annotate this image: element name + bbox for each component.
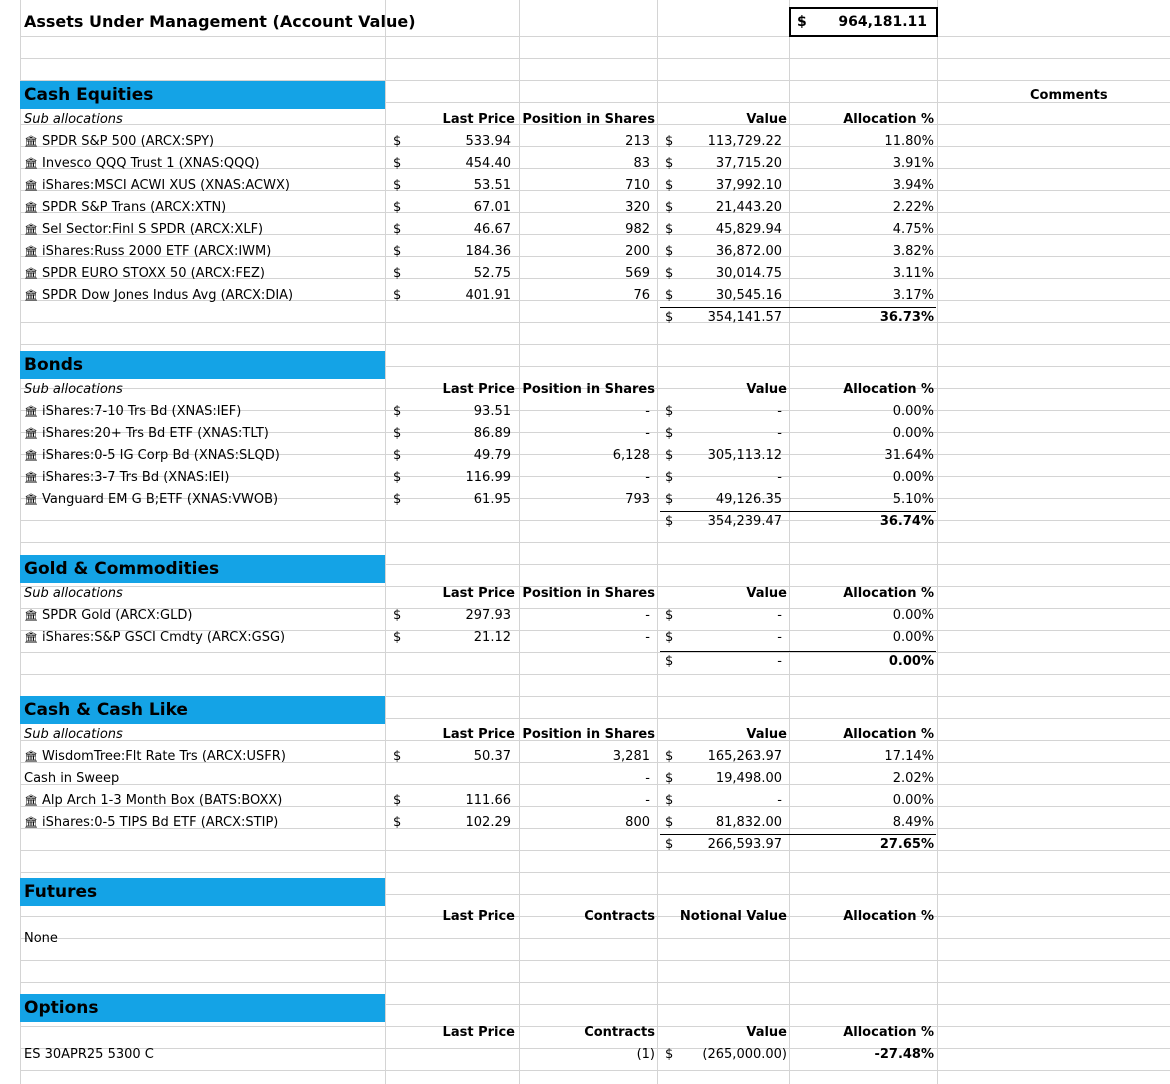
asset-name[interactable] — [24, 605, 384, 627]
sub-allocations-label[interactable]: Sub allocations — [24, 586, 123, 601]
position-shares[interactable]: 569 — [625, 266, 650, 281]
last-price[interactable]: 184.36 — [465, 244, 511, 259]
asset-name[interactable] — [24, 627, 384, 649]
currency-sign[interactable]: $ — [665, 771, 674, 786]
allocation-pct[interactable]: 0.00% — [892, 404, 934, 419]
asset-name[interactable] — [24, 812, 384, 834]
allocation-pct[interactable]: 3.17% — [892, 288, 934, 303]
bank-icon: 🏛 — [24, 157, 38, 170]
allocation-pct[interactable]: 0.00% — [892, 630, 934, 645]
bank-icon: 🏛 — [24, 245, 38, 258]
position-shares[interactable]: - — [645, 404, 650, 419]
position-value[interactable]: 30,545.16 — [715, 288, 782, 303]
position-shares[interactable]: 793 — [625, 492, 650, 507]
currency-sign[interactable]: $ — [665, 492, 674, 507]
position-shares[interactable]: 710 — [625, 178, 650, 193]
currency-sign[interactable]: $ — [393, 266, 402, 281]
bank-icon: 🏛 — [24, 135, 38, 148]
asset-name-text: Invesco QQQ Trust 1 (XNAS:QQQ) — [42, 156, 260, 171]
row-gridline — [20, 322, 1170, 323]
currency-sign[interactable]: $ — [665, 749, 674, 764]
position-value[interactable]: - — [777, 608, 782, 623]
header-value[interactable]: Value — [746, 727, 787, 742]
asset-name-text: Alp Arch 1-3 Month Box (BATS:BOXX) — [42, 793, 283, 808]
currency-sign[interactable]: $ — [665, 630, 674, 645]
position-value[interactable]: - — [777, 426, 782, 441]
comments-header[interactable]: Comments — [1030, 88, 1108, 103]
currency-sign[interactable]: $ — [393, 288, 402, 303]
currency-sign[interactable]: $ — [393, 815, 402, 830]
currency-sign[interactable]: $ — [665, 470, 674, 485]
last-price[interactable]: 52.75 — [473, 266, 511, 281]
asset-name-text: SPDR Dow Jones Indus Avg (ARCX:DIA) — [42, 288, 294, 303]
option-contracts[interactable]: (1) — [636, 1047, 655, 1062]
position-value[interactable]: 49,126.35 — [715, 492, 782, 507]
bank-icon: 🏛 — [24, 750, 38, 763]
position-shares[interactable]: - — [645, 771, 650, 786]
position-value[interactable]: - — [777, 404, 782, 419]
position-value[interactable]: 21,443.20 — [715, 200, 782, 215]
futures-none[interactable]: None — [24, 931, 58, 946]
header-value[interactable]: Value — [746, 382, 787, 397]
allocation-pct[interactable]: 17.14% — [884, 749, 934, 764]
asset-name[interactable] — [24, 131, 384, 153]
bank-icon: 🏛 — [24, 471, 38, 484]
currency-sign[interactable]: $ — [665, 654, 674, 669]
bank-icon: 🏛 — [24, 267, 38, 280]
header-contracts[interactable]: Contracts — [584, 1025, 655, 1040]
position-value[interactable]: 45,829.94 — [715, 222, 782, 237]
row-gridline — [20, 674, 1170, 675]
asset-name[interactable] — [24, 219, 384, 241]
last-price[interactable]: 93.51 — [473, 404, 511, 419]
currency-sign[interactable]: $ — [665, 288, 674, 303]
position-value[interactable]: - — [777, 630, 782, 645]
header-allocation[interactable]: Allocation % — [843, 727, 934, 742]
currency-sign[interactable]: $ — [665, 266, 674, 281]
sub-allocations-label[interactable]: Sub allocations — [24, 382, 123, 397]
currency-sign[interactable]: $ — [393, 156, 402, 171]
currency-sign[interactable]: $ — [393, 749, 402, 764]
currency-sign[interactable]: $ — [665, 244, 674, 259]
row-gridline — [20, 36, 1170, 37]
total-allocation[interactable]: 0.00% — [888, 654, 934, 669]
position-value[interactable]: 30,014.75 — [715, 266, 782, 281]
currency-sign[interactable]: $ — [393, 134, 402, 149]
section-title-futures[interactable]: Futures — [24, 882, 98, 902]
currency-sign[interactable]: $ — [665, 426, 674, 441]
allocation-pct[interactable]: 0.00% — [892, 426, 934, 441]
position-shares[interactable]: 800 — [625, 815, 650, 830]
header-contracts[interactable]: Contracts — [584, 909, 655, 924]
header-last-price[interactable]: Last Price — [442, 112, 515, 127]
currency-sign[interactable]: $ — [393, 426, 402, 441]
position-value[interactable]: 165,263.97 — [707, 749, 782, 764]
header-position[interactable]: Position in Shares — [522, 727, 655, 742]
position-shares[interactable]: 200 — [625, 244, 650, 259]
bank-icon: 🏛 — [24, 493, 38, 506]
asset-name-text: iShares:S&P GSCI Cmdty (ARCX:GSG) — [42, 630, 286, 645]
bank-icon: 🏛 — [24, 405, 38, 418]
allocation-pct[interactable]: 2.22% — [892, 200, 934, 215]
header-value[interactable]: Value — [746, 1025, 787, 1040]
currency-sign[interactable]: $ — [393, 222, 402, 237]
asset-name-text: iShares:3-7 Trs Bd (XNAS:IEI) — [42, 470, 230, 485]
currency-sign[interactable]: $ — [393, 200, 402, 215]
asset-name-text: iShares:0-5 TIPS Bd ETF (ARCX:STIP) — [42, 815, 279, 830]
allocation-pct[interactable]: 11.80% — [884, 134, 934, 149]
asset-name[interactable] — [24, 790, 384, 812]
section-title-options[interactable]: Options — [24, 998, 99, 1018]
currency-sign[interactable]: $ — [665, 608, 674, 623]
page-title[interactable]: Assets Under Management (Account Value) — [24, 12, 416, 31]
asset-name[interactable] — [24, 153, 384, 175]
position-value[interactable]: 113,729.22 — [707, 134, 782, 149]
section-title-cash[interactable]: Cash & Cash Like — [24, 700, 188, 720]
position-value[interactable]: - — [777, 470, 782, 485]
position-value[interactable]: - — [777, 793, 782, 808]
section-title-gold[interactable]: Gold & Commodities — [24, 559, 220, 579]
asset-name[interactable] — [24, 489, 384, 511]
row-gridline — [20, 872, 1170, 873]
section-title-cash_equities[interactable]: Cash Equities — [24, 85, 154, 105]
header-value[interactable]: Value — [746, 112, 787, 127]
option-name[interactable]: ES 30APR25 5300 C — [24, 1047, 154, 1062]
position-shares[interactable]: - — [645, 793, 650, 808]
header-last-price[interactable]: Last Price — [442, 382, 515, 397]
last-price[interactable]: 46.67 — [473, 222, 511, 237]
sub-allocations-label[interactable]: Sub allocations — [24, 727, 123, 742]
asset-name[interactable] — [24, 263, 384, 285]
bank-icon: 🏛 — [24, 427, 38, 440]
last-price[interactable]: 454.40 — [465, 156, 511, 171]
position-value[interactable]: 305,113.12 — [707, 448, 782, 463]
row-gridline — [20, 960, 1170, 961]
header-allocation[interactable]: Allocation % — [843, 382, 934, 397]
bank-icon: 🏛 — [24, 289, 38, 302]
option-allocation[interactable]: -27.48% — [874, 1047, 934, 1062]
currency-sign[interactable]: $ — [665, 1047, 674, 1062]
bank-icon: 🏛 — [24, 449, 38, 462]
currency-sign[interactable]: $ — [393, 178, 402, 193]
asset-name-text: iShares:20+ Trs Bd ETF (XNAS:TLT) — [42, 426, 269, 441]
asset-name-text: SPDR EURO STOXX 50 (ARCX:FEZ) — [42, 266, 265, 281]
currency-sign[interactable]: $ — [665, 514, 674, 529]
row-gridline — [20, 652, 1170, 653]
asset-name-text: iShares:0-5 IG Corp Bd (XNAS:SLQD) — [42, 448, 280, 463]
last-price[interactable]: 116.99 — [465, 470, 511, 485]
last-price[interactable]: 67.01 — [473, 200, 511, 215]
total-allocation[interactable]: 36.73% — [879, 310, 934, 325]
currency-sign[interactable]: $ — [393, 630, 402, 645]
header-value[interactable]: Value — [746, 586, 787, 601]
position-value[interactable]: 81,832.00 — [715, 815, 782, 830]
last-price[interactable]: 61.95 — [473, 492, 511, 507]
asset-name-text: iShares:MSCI ACWI XUS (XNAS:ACWX) — [42, 178, 290, 193]
asset-name-text: Cash in Sweep — [24, 771, 120, 786]
asset-name[interactable] — [24, 401, 384, 423]
currency-sign[interactable]: $ — [393, 404, 402, 419]
currency-sign[interactable]: $ — [393, 470, 402, 485]
currency-sign[interactable]: $ — [665, 404, 674, 419]
allocation-pct[interactable]: 0.00% — [892, 793, 934, 808]
last-price[interactable]: 21.12 — [473, 630, 511, 645]
position-value[interactable]: 37,992.10 — [715, 178, 782, 193]
bank-icon: 🏛 — [24, 631, 38, 644]
allocation-pct[interactable]: 3.82% — [892, 244, 934, 259]
last-price[interactable]: 49.79 — [473, 448, 511, 463]
position-shares[interactable]: - — [645, 470, 650, 485]
allocation-pct[interactable]: 8.49% — [892, 815, 934, 830]
currency-sign[interactable]: $ — [393, 448, 402, 463]
header-position[interactable]: Position in Shares — [522, 112, 655, 127]
asset-name-text: Vanguard EM G B;ETF (XNAS:VWOB) — [42, 492, 279, 507]
account-value[interactable]: 964,181.11 — [838, 14, 927, 30]
currency-sign[interactable]: $ — [393, 244, 402, 259]
asset-name[interactable] — [24, 746, 384, 768]
header-allocation[interactable]: Allocation % — [843, 909, 934, 924]
last-price[interactable]: 297.93 — [465, 608, 511, 623]
currency-sign[interactable]: $ — [665, 448, 674, 463]
bank-icon: 🏛 — [24, 201, 38, 214]
asset-name-text: SPDR S&P 500 (ARCX:SPY) — [42, 134, 215, 149]
asset-name-text: iShares:Russ 2000 ETF (ARCX:IWM) — [42, 244, 272, 259]
total-value[interactable]: - — [777, 654, 782, 669]
asset-name[interactable] — [24, 445, 384, 467]
row-gridline — [20, 982, 1170, 983]
total-value[interactable]: 354,141.57 — [707, 310, 782, 325]
allocation-pct[interactable]: 0.00% — [892, 608, 934, 623]
currency-sign[interactable]: $ — [665, 200, 674, 215]
asset-name-text: SPDR Gold (ARCX:GLD) — [42, 608, 193, 623]
header-allocation[interactable]: Allocation % — [843, 1025, 934, 1040]
bank-icon: 🏛 — [24, 223, 38, 236]
asset-name[interactable] — [24, 467, 384, 489]
currency-sign[interactable]: $ — [393, 793, 402, 808]
currency-sign[interactable]: $ — [665, 793, 674, 808]
position-shares[interactable]: 213 — [625, 134, 650, 149]
total-allocation[interactable]: 27.65% — [879, 837, 934, 852]
allocation-pct[interactable]: 31.64% — [884, 448, 934, 463]
position-shares[interactable]: 6,128 — [612, 448, 650, 463]
asset-name-text: WisdomTree:Flt Rate Trs (ARCX:USFR) — [42, 749, 286, 764]
asset-name-text: SPDR S&P Trans (ARCX:XTN) — [42, 200, 227, 215]
currency-sign[interactable]: $ — [393, 608, 402, 623]
header-last-price[interactable]: Last Price — [442, 586, 515, 601]
asset-name-text: Sel Sector:Finl S SPDR (ARCX:XLF) — [42, 222, 264, 237]
last-price[interactable]: 50.37 — [473, 749, 511, 764]
bank-icon: 🏛 — [24, 179, 38, 192]
row-gridline — [20, 58, 1170, 59]
position-shares[interactable]: 320 — [625, 200, 650, 215]
row-gridline — [20, 850, 1170, 851]
position-shares[interactable]: 76 — [633, 288, 650, 303]
header-position[interactable]: Position in Shares — [522, 586, 655, 601]
asset-name[interactable] — [24, 197, 384, 219]
header-last-price[interactable]: Last Price — [442, 909, 515, 924]
account-value-currency[interactable]: $ — [797, 14, 807, 30]
currency-sign[interactable]: $ — [665, 815, 674, 830]
total-value[interactable]: 266,593.97 — [707, 837, 782, 852]
asset-name[interactable] — [24, 175, 384, 197]
row-gridline — [20, 1070, 1170, 1071]
last-price[interactable]: 86.89 — [473, 426, 511, 441]
bank-icon: 🏛 — [24, 609, 38, 622]
asset-name[interactable] — [24, 241, 384, 263]
header-position[interactable]: Position in Shares — [522, 382, 655, 397]
bank-icon: 🏛 — [24, 794, 38, 807]
position-value[interactable]: 19,498.00 — [715, 771, 782, 786]
header-last-price[interactable]: Last Price — [442, 1025, 515, 1040]
currency-sign[interactable]: $ — [665, 837, 674, 852]
currency-sign[interactable]: $ — [393, 492, 402, 507]
last-price[interactable]: 102.29 — [465, 815, 511, 830]
allocation-pct[interactable]: 3.11% — [892, 266, 934, 281]
total-allocation[interactable]: 36.74% — [879, 514, 934, 529]
option-value[interactable]: (265,000.00) — [702, 1047, 787, 1062]
position-value[interactable]: 36,872.00 — [715, 244, 782, 259]
sub-allocations-label[interactable]: Sub allocations — [24, 112, 123, 127]
row-gridline — [20, 344, 1170, 345]
position-value[interactable]: 37,715.20 — [715, 156, 782, 171]
allocation-pct[interactable]: 4.75% — [892, 222, 934, 237]
asset-name[interactable] — [24, 423, 384, 445]
currency-sign[interactable]: $ — [665, 310, 674, 325]
allocation-pct[interactable]: 0.00% — [892, 470, 934, 485]
last-price[interactable]: 111.66 — [465, 793, 511, 808]
allocation-pct[interactable]: 3.91% — [892, 156, 934, 171]
currency-sign[interactable]: $ — [665, 178, 674, 193]
currency-sign[interactable]: $ — [665, 222, 674, 237]
section-title-bonds[interactable]: Bonds — [24, 355, 84, 375]
asset-name[interactable] — [24, 285, 384, 307]
last-price[interactable]: 401.91 — [465, 288, 511, 303]
allocation-pct[interactable]: 5.10% — [892, 492, 934, 507]
currency-sign[interactable]: $ — [665, 156, 674, 171]
row-gridline — [20, 542, 1170, 543]
bank-icon: 🏛 — [24, 816, 38, 829]
header-last-price[interactable]: Last Price — [442, 727, 515, 742]
header-allocation[interactable]: Allocation % — [843, 112, 934, 127]
row-gridline — [20, 520, 1170, 521]
position-shares[interactable]: 3,281 — [612, 749, 650, 764]
currency-sign[interactable]: $ — [665, 134, 674, 149]
allocation-pct[interactable]: 2.02% — [892, 771, 934, 786]
last-price[interactable]: 533.94 — [465, 134, 511, 149]
position-shares[interactable]: - — [645, 630, 650, 645]
asset-name-text: iShares:7-10 Trs Bd (XNAS:IEF) — [42, 404, 242, 419]
total-value[interactable]: 354,239.47 — [707, 514, 782, 529]
position-shares[interactable]: 982 — [625, 222, 650, 237]
position-shares[interactable]: - — [645, 426, 650, 441]
position-shares[interactable]: 83 — [633, 156, 650, 171]
last-price[interactable]: 53.51 — [473, 178, 511, 193]
header-allocation[interactable]: Allocation % — [843, 586, 934, 601]
header-notional-value[interactable]: Notional Value — [679, 909, 787, 924]
allocation-pct[interactable]: 3.94% — [892, 178, 934, 193]
asset-name[interactable] — [24, 768, 384, 790]
position-shares[interactable]: - — [645, 608, 650, 623]
